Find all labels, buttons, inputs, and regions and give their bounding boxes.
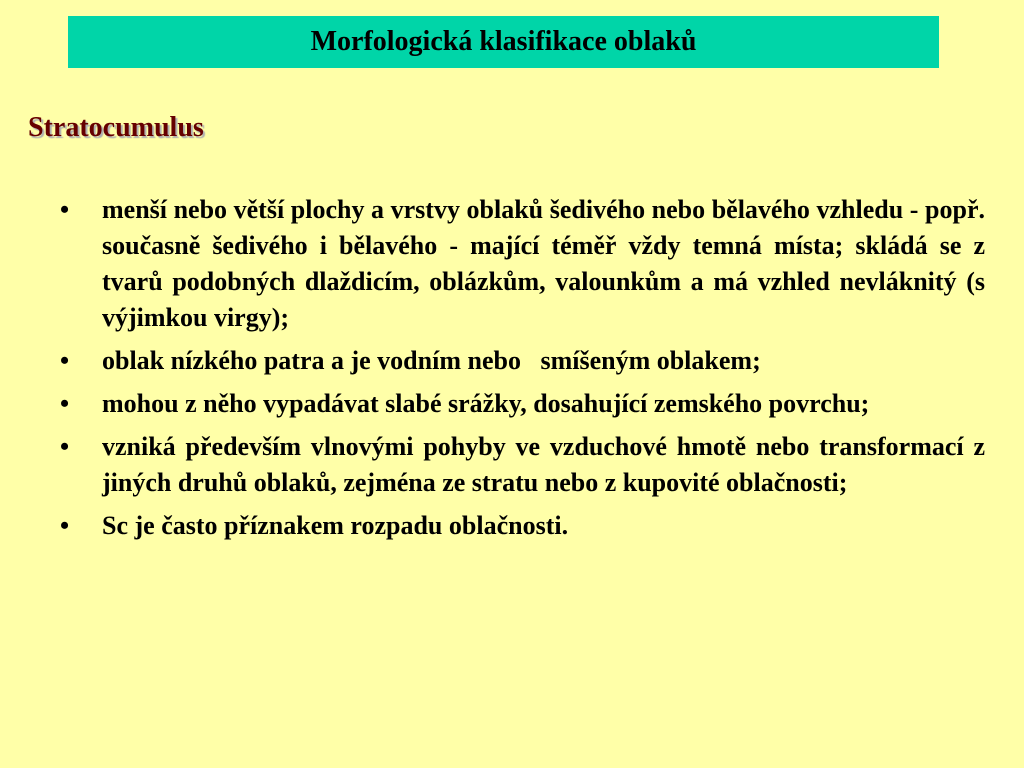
bullet-icon: • — [60, 511, 70, 540]
bullet-item-2 — [60, 343, 985, 379]
bullet-text: Sc je často příznakem rozpadu oblačnosti. — [102, 511, 569, 540]
slide-title: Morfologická klasifikace oblaků — [310, 26, 697, 57]
bullet-text: menší nebo větší plochy a vrstvy oblaků šedivého nebo bělavého vzhledu - popř. současně šedivého i bělavého - mající téměř vždy temná místa; skládá se z tvarů podobných dlaždicím, oblázkům, valounkům a má vzhled nevláknitý (s výjimkou virgy); — [102, 195, 992, 332]
bullet-icon: • — [60, 432, 70, 461]
bullet-item-4 — [60, 429, 992, 501]
bullet-text: vzniká především vlnovými pohyby ve vzduchové hmotě nebo transformací z jiných druhů oblaků, zejména ze stratu nebo z kupovité oblačnosti; — [102, 432, 992, 497]
bullet-item-3 — [60, 386, 985, 422]
bullet-icon: • — [60, 346, 70, 375]
bullet-icon: • — [60, 195, 70, 224]
bullet-list — [60, 192, 992, 551]
title-bar — [68, 16, 939, 68]
bullet-text: mohou z něho vypadávat slabé srážky, dosahující zemského povrchu; — [102, 389, 870, 418]
bullet-text: oblak nízkého patra a je vodním nebo smíšeným oblakem; — [102, 346, 761, 375]
slide-subtitle: Stratocumulus — [28, 112, 204, 143]
bullet-item-1 — [60, 192, 992, 336]
bullet-item-5 — [60, 508, 985, 544]
bullet-icon: • — [60, 389, 70, 418]
